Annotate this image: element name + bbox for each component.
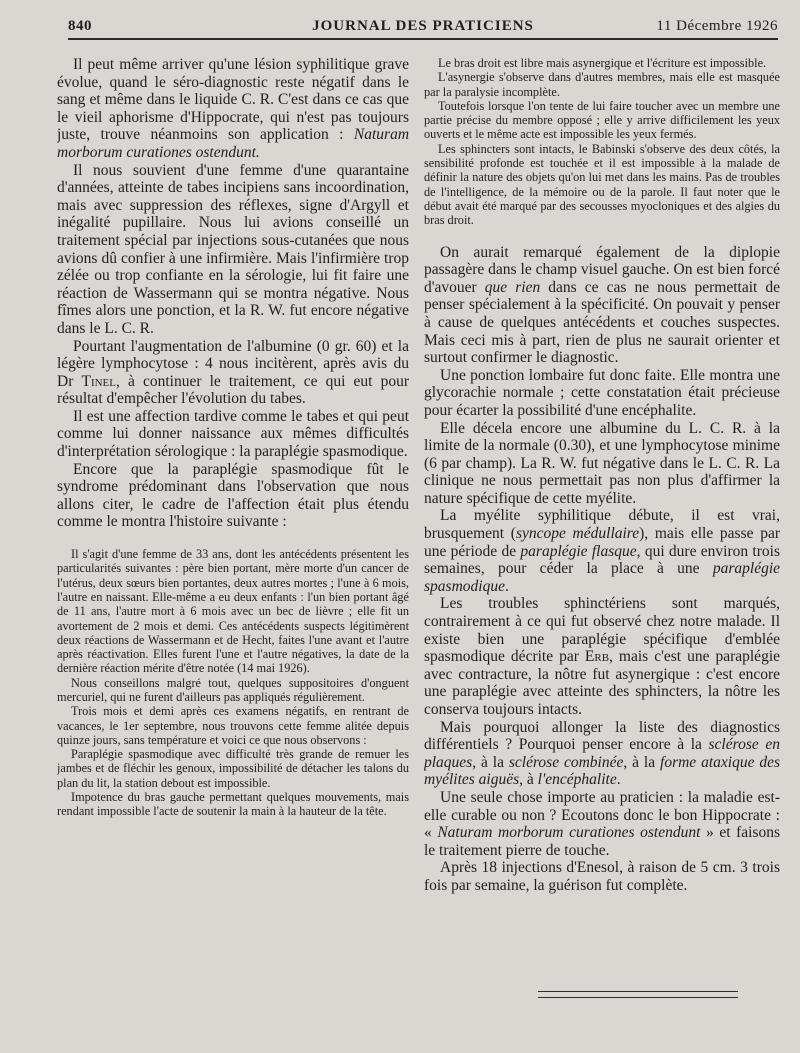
case-paragraph: L'asynergie s'observe dans d'autres membres, mais elle est masquée par la paralysie incomplète.	[424, 70, 780, 99]
header-rule	[68, 38, 778, 40]
case-paragraph: Il s'agit d'une femme de 33 ans, dont les antécédents présentent les particularités suivantes : père bien portant, mère morte d'un cancer de l'utérus, deux sœurs bien portantes, deux autres mortes ; l'une à 6 mois, l'autre en naissant. Elle-même a eu deux enfants : l'un bien portant âgé de 11 ans, l'autre mort à 6 mois avec un bec de lièvre ; elle fit un avortement de 2 mois et demi. Ces antécédents suspects légitimèrent deux réactions de Wassermann et de Hecht, faites l'une avant et l'autre après réactivation. Elles furent l'une et l'autre négatives, la date de la dernière réaction mérite d'être notée (14 mai 1926).	[57, 547, 409, 676]
case-paragraph: Impotence du bras gauche permettant quelques mouvements, mais rendant impossible l'acte de soutenir la main à la hauteur de la tête.	[57, 790, 409, 819]
left-column	[57, 56, 409, 819]
paragraph: Pourtant l'augmentation de l'albumine (0 gr. 60) et la légère lymphocytose : 4 nous incitèrent, après avis du Dr Tinel, à continuer le traitement, ce qui eut pour résultat d'empêcher l'évolution du tabes.	[57, 337, 409, 408]
paragraph: Une ponction lombaire fut donc faite. Elle montra une glycorachie normale ; cette constatation était précieuse pour écarter la possibilité d'une encéphalite.	[424, 366, 780, 419]
end-of-article-rule	[538, 991, 738, 998]
case-paragraph: Les sphincters sont intacts, le Babinski s'observe des deux côtés, la sensibilité profonde est touchée et il est impossible à la malade de définir la nature des objets qu'on lui met dans les mains. Pas de troubles de l'intelligence, de la mémoire ou de la parole. Il faut noter que le début avait été marqué par des secousses myocloniques et des algies du bras droit.	[424, 141, 780, 228]
paragraph: Il peut même arriver qu'une lésion syphilitique grave évolue, quand le séro-diagnostic reste négatif dans le sang et même dans le liquide C. R. C'est dans ce cas que le vieil aphorisme d'Hippocrate, qui n'est pas toujours juste, trouve néanmoins son application : Naturam morborum curationes ostendunt.	[57, 56, 409, 161]
issue-date: 11 Décembre 1926	[656, 18, 778, 34]
paragraph: Elle décela encore une albumine du L. C. R. à la limite de la normale (0.30), et une lymphocytose minime (6 par champ). La R. W. fut négative dans le L. C. R. La clinique ne nous permettait pas non plus d'affirmer la nature spécifique de cette myélite.	[424, 419, 780, 507]
case-paragraph: Paraplégie spasmodique avec difficulté très grande de remuer les jambes et de fléchir les genoux, impossibilité de détacher les talons du plan du lit, la station debout est impossible.	[57, 747, 409, 790]
right-column	[424, 56, 780, 895]
case-paragraph: Le bras droit est libre mais asynergique et l'écriture est impossible.	[438, 56, 767, 70]
case-paragraph: Nous conseillons malgré tout, quelques suppositoires d'onguent mercuriel, qui ne furent d'ailleurs pas appliqués régulièrement.	[57, 675, 409, 704]
case-paragraph: Trois mois et demi après ces examens négatifs, en rentrant de vacances, le 1er septembre, nous trouvons cette femme alitée depuis quinze jours, sans température et voici ce que nous observons :	[57, 704, 409, 747]
paragraph: Il nous souvient d'une femme d'une quarantaine d'années, atteinte de tabes incipiens sans incoordination, mais avec suppression des réflexes, signe d'Argyll et inégalité pupillaire. Nous lui avions conseillé un traitement spécial par injections sous-cutanées que nous avions dû confier à une infirmière. Mais l'infirmière trop zélée ou trop confiante en la sérologie, lui fit faire une réaction de Wassermann qui se montra négative. Nous fîmes alors une ponction, et la R. W. fut encore négative dans le L. C. R.	[57, 161, 409, 337]
paragraph: Mais pourquoi allonger la liste des diagnostics différentiels ? Pourquoi penser encore à la sclérose en plaques, à la sclérose combinée, à la forme ataxique des myélites aiguës, à l'encéphalite.	[424, 718, 780, 789]
paragraph: Il est une affection tardive comme le tabes et qui peut comme lui donner naissance aux mêmes difficultés d'interprétation sérologique : la paraplégie spasmodique.	[57, 407, 409, 461]
paragraph: Après 18 injections d'Enesol, à raison de 5 cm. 3 trois fois par semaine, la guérison fut complète.	[424, 859, 780, 894]
journal-title: JOURNAL DES PRATICIENS	[312, 18, 534, 34]
paragraph: Une seule chose importe au praticien : la maladie est-elle curable ou non ? Ecoutons donc le bon Hippocrate : « Naturam morborum curationes ostendunt » et faisons le traitement pierre de touche.	[424, 788, 780, 859]
page-number: 840	[68, 18, 92, 34]
paragraph: Encore que la paraplégie spasmodique fût le syndrome prédominant dans l'observation que nous allons citer, le cadre de l'affection était plus étendu comme le montra l'histoire suivante :	[57, 460, 409, 531]
page-header	[68, 16, 778, 38]
paragraph: La myélite syphilitique débute, il est vrai, brusquement (syncope médullaire), mais elle passe par une période de paraplégie flasque, qui dure environ trois semaines, pour céder la place à une paraplégie spasmodique.	[424, 507, 780, 595]
case-paragraph: Toutefois lorsque l'on tente de lui faire toucher avec un membre une partie précise du membre opposé ; elle y arrive difficilement les yeux ouverts et le même acte est impossible les yeux fermés.	[424, 98, 780, 142]
paragraph: On aurait remarqué également de la diplopie passagère dans le champ visuel gauche. On est bien forcé d'avouer que rien dans ce cas ne nous permettait de penser spécialement à la spécificité. On pouvait y penser à cause de quelques antécédents et couches suspectes. Mais ceci mis à part, rien de plus ne saurait orienter et surtout confirmer le diagnostic.	[424, 243, 780, 367]
paragraph: Les troubles sphinctériens sont marqués, contrairement à ce qui fut observé chez notre malade. Il existe bien une paraplégie spécifique d'emblée spasmodique décrite par Erb, mais c'est une paraplégie avec contracture, la nôtre fut asynergique : c'est encore une paraplégie avec atteinte des sphincters, la nôtre les conserva toujours intacts.	[424, 595, 780, 718]
